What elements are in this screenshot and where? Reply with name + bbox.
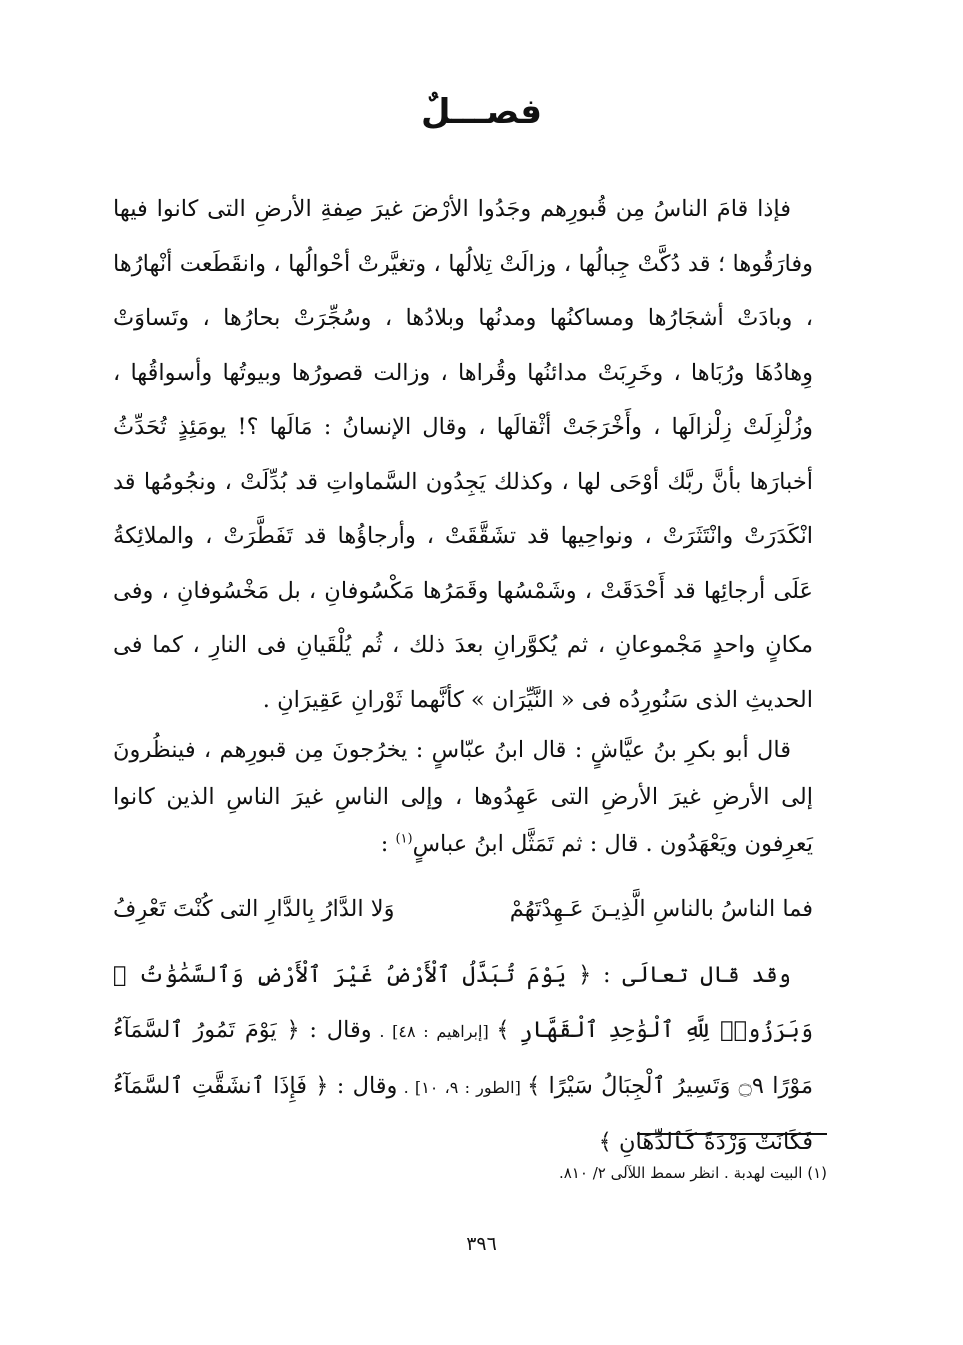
verse-paragraph (113, 948, 813, 1170)
page-number: ٣٩٦ (466, 1233, 497, 1255)
poem-hemistich-second: وَلا الدَّارُ بِالدَّارِ التى كُنْتَ تَعْرِفُ (113, 896, 395, 922)
poem-hemistich-first: فما الناسُ بالناسِ الَّذِيـنَ عَـهِدْتَهُمْ (509, 896, 813, 922)
footnote-mark: (١) (395, 831, 413, 847)
poem-line (113, 882, 813, 936)
footnote-divider (637, 1133, 827, 1135)
paragraph-2 (113, 727, 813, 868)
verse-3: ﴿ فَإِذَا ٱنشَقَّتِ ٱلسَّمَآءُ فَكَانَتْ وَرْدَةً كَٱلدِّهَانِ ﴾ (113, 1073, 813, 1155)
main-text (113, 182, 813, 868)
verse-2-reference: [الطور : ٩، ١٠] . (397, 1078, 528, 1097)
verse-1: ﴿ يَوْمَ تُبَدَّلُ ٱلْأَرْضُ غَيْرَ ٱلْأَرْضِ وَٱلسَّمَٰوَٰتُ ۖ وَبَرَزُوا۟ لِلَّهِ ٱلْوَٰحِدِ ٱلْقَهَّارِ ﴾ (113, 962, 813, 1043)
verse-2-intro: وقال : (299, 1017, 372, 1043)
paragraph-2-text: قال أبو بكرِ بنُ عيَّاشٍ : قال ابنُ عبّاسٍ : يخرُجونَ مِن قبورِهم ، فينظُرونَ إلى الأرضِ غيرَ الأرضِ التى عَهِدُوها ، وإلى الناسِ غيرَ الناسِ الذين كانوا يَعرِفون ويَعْهَدُون . قال : ثم تَمَثَّل ابنُ عباسٍ (113, 737, 813, 857)
section-title: فصـــلٌ (421, 92, 542, 132)
verse-3-intro: وقال : (328, 1073, 398, 1099)
paragraph-1: فإذا قامَ الناسُ مِن قُبورِهم وجَدُوا الأرْضَ غيرَ صِفةِ الأرضِ التى كانوا فيها وفارَقُوها ؛ قد دُكَّتْ جِبالُها ، وزالَتْ تِلالُها ، وتغيَّرتْ أحْوالُها ، وانقَطَعت أنْهارُها ، وبادَتْ أشجَارُها ومساكنُها ومدنُها وبلادُها ، وسُجِّرَتْ بحارُها ، وتَساوَتْ وِهادُهَا ورُبَاها ، وخَرِبَتْ مدائنُها وقُراها ، وزالت قصورُها وبيوتُها وأسواقُها ، وزُلْزِلَتْ زِلْزالَها ، وأَخْرَجَتْ أثْقالَها ، وقال الإنسانُ : مَالَها ؟! يومَئِذٍ تُحَدِّثُ أخبارَها بأنَّ ربَّك أوْحَى لها ، وكذلك يَجِدُون السَّماواتِ قد بُدِّلَتْ ، ونجُومُها قد انْكَدَرَتْ وانْتَثَرَتْ ، ونواحِيها قد تشَقَّقَتْ ، وأرجاؤُها قد تَفَطَّرَتْ ، والملائِكةُ عَلَى أرجائِها قد أَحْدَقَتْ ، وشَمْسُها وقَمَرُها مَكْسُوفانِ ، بل مَخْسُوفانِ ، وفى مكانٍ واحدٍ مَجْموعانِ ، ثم يُكوَّرانِ بعدَ ذلك ، ثُم يُلْقَيانِ فى النارِ ، كما فى الحديثِ الذى سَنُورِدُه فى « النَّيِّرَان » كأنَّهما ثَوْرانِ عَقِيرَانِ . (113, 196, 814, 713)
verse-1-reference: [إبراهيم : ٤٨] . (371, 1022, 497, 1041)
verse-intro: وقد قال تعالَى : (591, 962, 791, 988)
verse-2: ﴿ يَوْمَ تَمُورُ ٱلسَّمَآءُ مَوْرًا ۝٩ وَتَسِيرُ ٱلْجِبَالُ سَيْرًا ﴾ (113, 1017, 814, 1099)
footnote: (١) البيت لهدبة . انظر سمط اللآلى ٢/ ٨١٠. (558, 1164, 827, 1182)
paragraph-2-end: : (380, 831, 396, 857)
quran-verses (113, 948, 813, 1170)
